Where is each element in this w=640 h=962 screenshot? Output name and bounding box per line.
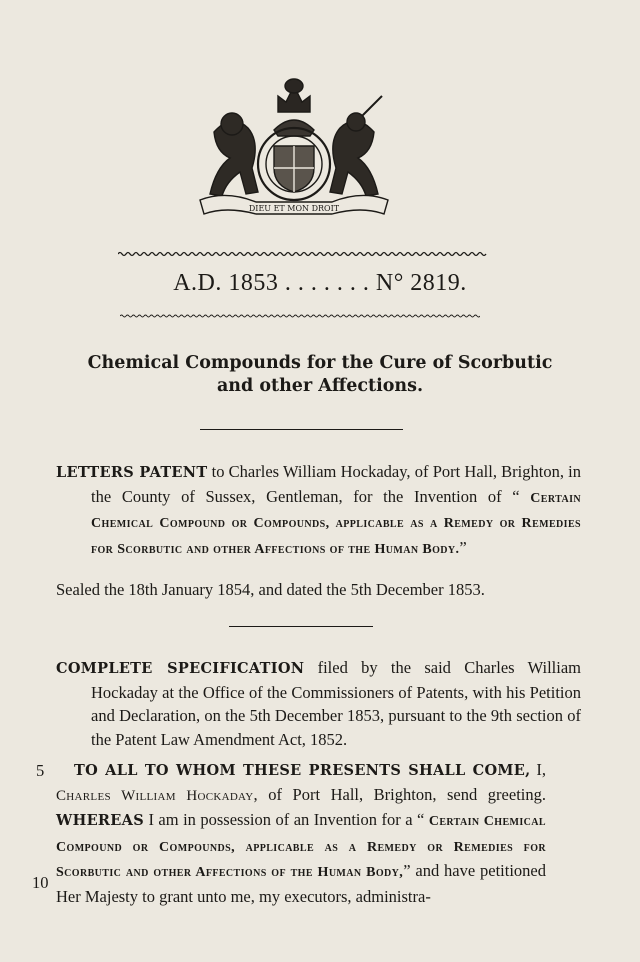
- body-lead: TO ALL TO WHOM THESE PRESENTS SHALL COME,: [74, 762, 531, 779]
- title-divider: [200, 429, 403, 430]
- patent-number: N° 2819.: [375, 270, 467, 296]
- header-dots: . . . . . . .: [284, 270, 370, 296]
- title-line-1: Chemical Compounds for the Cure of Scorbutic: [87, 353, 553, 373]
- letters-patent-lead: LETTERS PATENT: [56, 464, 208, 481]
- sealed-divider: [229, 626, 373, 627]
- wavy-rule-top: [118, 251, 488, 257]
- wavy-rule-bottom: [120, 314, 480, 318]
- body-text-4: ” and have petitioned Her Majesty to grant unto me, my executors, administra-: [56, 861, 546, 906]
- body-text-3: I am in possession of an Invention for a “: [143, 810, 429, 829]
- letters-patent-text-1: to Charles William Hockaday, of Port Hall, Brighton, in the County of Sussex, Gentleman, for the Invention of “: [91, 462, 582, 506]
- patent-header: [0, 270, 640, 297]
- patent-title: [40, 352, 600, 398]
- specification-paragraph: [56, 656, 581, 751]
- body-invention: Certain Chemical Compound or Compounds, applicable as a Remedy or Remedies for Scorbutic and other Affections of the Human Body,: [56, 814, 546, 880]
- letters-patent-text-2: ”: [459, 537, 467, 557]
- body-text-2: , of Port Hall, Brighton, send greeting.: [253, 784, 546, 804]
- specification-lead: COMPLETE SPECIFICATION: [56, 660, 305, 677]
- royal-coat-of-arms-icon: [186, 72, 402, 217]
- body-name: Charles William Hockaday: [56, 787, 254, 804]
- motto-text: DIEU ET MON DROIT: [248, 204, 340, 213]
- body-text-1: I,: [530, 760, 547, 779]
- sealed-line: Sealed the 18th January 1854, and dated the 5th December 1853.: [56, 580, 485, 599]
- patent-year: A.D. 1853: [173, 270, 279, 296]
- letters-patent-invention: Certain Chemical Compound or Compounds, applicable as a Remedy or Remedies for Scorbutic and other Affections of the Human Body.: [91, 490, 581, 557]
- line-number-5: 5: [36, 761, 45, 780]
- letters-patent-paragraph: [56, 460, 581, 561]
- line-number-10: 10: [32, 873, 49, 892]
- body-paragraph: [56, 758, 546, 908]
- title-line-2: and other Affections.: [216, 376, 424, 396]
- body-whereas: WHEREAS: [56, 812, 144, 829]
- specification-text: filed by the said Charles William Hockaday at the Office of the Commissioners of Patents, with his Petition and Declaration, on the 5th December 1853, pursuant to the 9th section of the Patent Law Amendment Act, 1852.: [91, 658, 581, 749]
